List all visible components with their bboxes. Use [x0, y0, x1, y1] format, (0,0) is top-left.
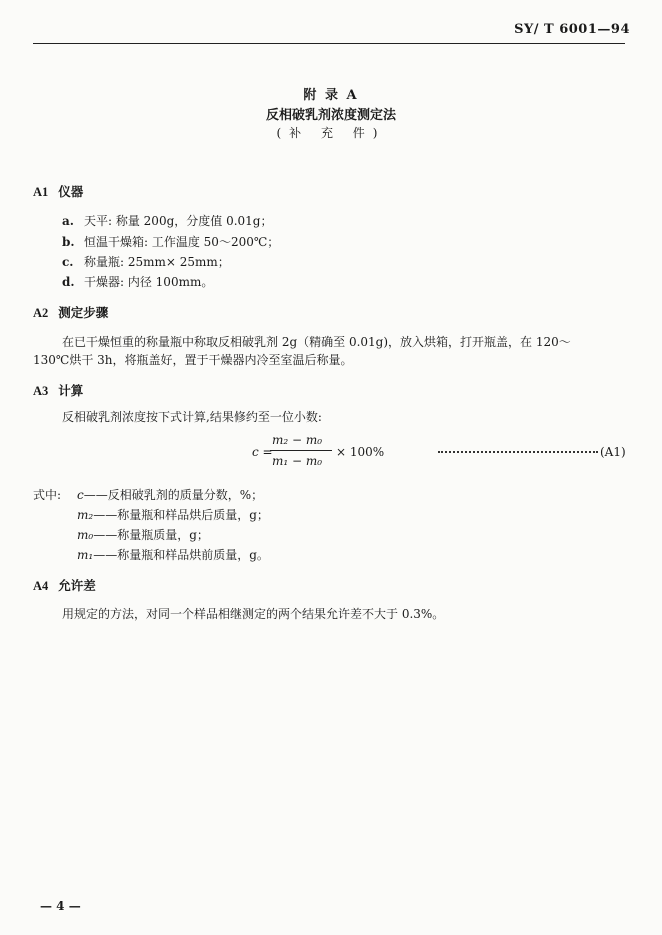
appendix-note: (补 充 件): [276, 126, 386, 140]
section-title: 测定步骤: [58, 305, 109, 320]
leader-dots: [438, 451, 598, 453]
calculation-intro: 反相破乳剂浓度按下式计算,结果修约至一位小数:: [62, 410, 322, 424]
section-number: A2: [33, 306, 49, 320]
standard-number-header: SY/ T 6001—94: [514, 22, 630, 37]
definition-text: ——称量瓶和样品烘前质量，g。: [93, 548, 269, 562]
definition-symbol: m₁: [77, 548, 94, 562]
formula-denominator: m₁ − m₀: [272, 454, 323, 468]
procedure-line-1: 在已干燥恒重的称量瓶中称取反相破乳剂 2g（精确至 0.01g)，放入烘箱，打开瓶盖，在 120～: [62, 335, 571, 349]
list-item: [62, 253, 230, 270]
list-item-label: d.: [62, 275, 75, 289]
page-number: — 4 —: [40, 899, 81, 913]
section-title: 仪器: [58, 184, 84, 199]
definition-symbol: m₂: [77, 508, 94, 522]
list-item-text: 干燥器: 内径 100mm。: [84, 275, 214, 289]
fraction-bar: [270, 450, 332, 451]
definition-row: [77, 546, 269, 563]
appendix-title: 反相破乳剂浓度测定法: [265, 108, 396, 123]
section-number: A4: [33, 579, 49, 593]
list-item: [62, 212, 272, 229]
list-item: [62, 273, 213, 290]
definition-row: [77, 486, 263, 503]
definition-text: ——反相破乳剂的质量分数，%；: [83, 488, 264, 502]
definition-row: [77, 526, 209, 543]
definition-row: [77, 506, 269, 523]
list-item-text: 天平: 称量 200g，分度值 0.01g；: [84, 214, 273, 228]
definition-symbol: m₀: [77, 528, 94, 542]
where-label: 式中:: [33, 488, 62, 502]
procedure-line-2: 130℃烘干 3h，将瓶盖好，置于干燥器内冷至室温后称量。: [33, 353, 353, 367]
list-item-text: 称量瓶: 25mm× 25mm；: [84, 255, 230, 269]
section-number: A1: [33, 185, 49, 199]
definition-text: ——称量瓶质量，g；: [93, 528, 209, 542]
section-a1-heading: [33, 182, 83, 200]
section-a3-heading: [33, 381, 83, 399]
list-item-text: 恒温干燥箱: 工作温度 50～200℃；: [84, 235, 280, 249]
list-item: [62, 233, 279, 250]
section-a2-heading: [33, 303, 108, 321]
appendix-label: 附 录 A: [303, 88, 359, 103]
section-title: 允许差: [58, 578, 96, 593]
formula-numerator: m₂ − m₀: [272, 433, 323, 447]
definition-symbol: c: [77, 488, 84, 502]
formula-multiplier: × 100%: [336, 445, 385, 459]
section-number: A3: [33, 384, 49, 398]
tolerance-text: 用规定的方法，对同一个样品相继测定的两个结果允许差不大于 0.3%。: [62, 607, 445, 621]
section-title: 计算: [58, 383, 84, 398]
list-item-label: b.: [62, 235, 75, 249]
section-a4-heading: [33, 576, 96, 594]
formula-lhs: c =: [252, 445, 273, 459]
equation-number-label: (A1): [600, 445, 626, 459]
list-item-label: a.: [62, 214, 74, 228]
header-rule: [33, 43, 625, 44]
equation-number: [438, 445, 626, 459]
list-item-label: c.: [62, 255, 74, 269]
definition-text: ——称量瓶和样品烘后质量，g；: [93, 508, 269, 522]
